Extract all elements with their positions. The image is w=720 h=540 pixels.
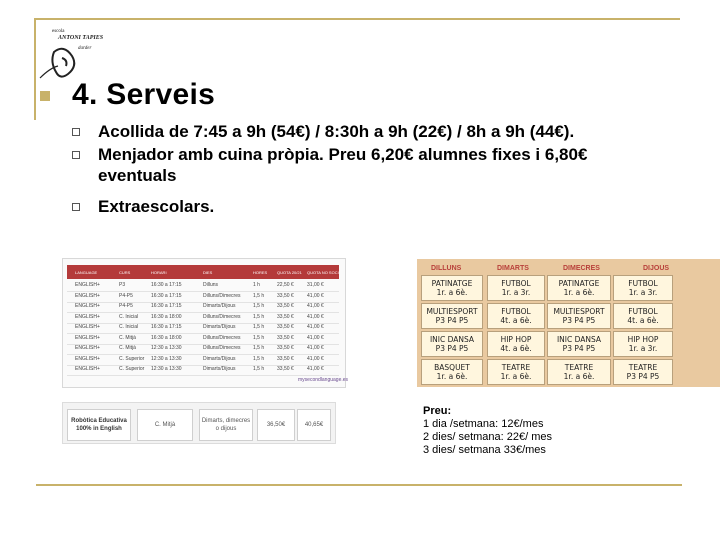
table-cell: C. Mitjà (119, 334, 136, 341)
robotics-price-table (62, 402, 336, 444)
bullet-text-continuation: eventuals (98, 166, 177, 185)
schedule-cell (487, 275, 545, 301)
price-box (423, 405, 552, 457)
bullet-item (72, 196, 672, 217)
bullet-item (72, 144, 672, 186)
table-cell: 31,00 € (307, 282, 324, 288)
activity-name: FUTBOL (628, 279, 658, 288)
header-cell: CURS (119, 270, 131, 275)
bullet-item (72, 121, 672, 142)
schedule-cell (547, 303, 611, 329)
bullet-text: Extraescolars. (98, 197, 215, 216)
table-cell: 41,00 € (307, 292, 324, 299)
table-row (67, 334, 339, 345)
schedule-cell (613, 275, 673, 301)
bullet-square-icon (72, 203, 80, 211)
activity-grades: P3 P4 P5 (562, 316, 596, 325)
bullet-text: Acollida de 7:45 a 9h (54€) / 8:30h a 9h (22€) / 8h a 9h (44€). (98, 122, 575, 141)
table-cell: Dilluns/Dimecres (203, 313, 241, 320)
activity-grades: 1r. a 6è. (563, 372, 595, 381)
table-cell: C. Inicial (119, 313, 139, 320)
table-cell: Dimarts/Dijous (203, 324, 236, 330)
table-cell: 41,00 € (307, 313, 324, 320)
activity-name: BASQUET (434, 363, 470, 372)
activity-grades: P3 P4 P5 (435, 344, 469, 353)
table-cell: 41,00 € (307, 366, 324, 372)
table-cell: 41,00 € (307, 345, 324, 351)
activity-name: PATINATGE (431, 279, 473, 288)
school-logo (38, 22, 118, 84)
table-cell: P3 (119, 282, 126, 288)
table-cell: 33,50 € (277, 355, 294, 362)
table-cell: 1,5 h (253, 303, 265, 309)
frame-top-line (34, 18, 680, 20)
robotics-price1: 36,50€ (257, 409, 295, 441)
activity-grades: 4t. a 6è. (627, 316, 659, 325)
schedule-cell (547, 331, 611, 357)
bullet-text: Menjador amb cuina pròpia. Preu 6,20€ alumnes fixes i 6,80€ (98, 145, 588, 164)
table-cell: 33,50 € (277, 324, 294, 330)
activity-name: MULTIESPORT (426, 307, 478, 316)
table-cell: 16:30 a 17:15 (151, 303, 182, 309)
table-row (67, 313, 339, 324)
activity-grades: P3 P4 P5 (562, 344, 596, 353)
table-cell: Dilluns (203, 282, 219, 288)
activity-grades: 1r. a 6è. (563, 288, 595, 297)
table-cell: P4-P5 (119, 292, 133, 299)
activity-grades: 1r. a 6è. (436, 288, 468, 297)
schedule-cell (421, 359, 483, 385)
activity-grades: 1r. a 3r. (628, 344, 658, 353)
robotics-days: Dimarts, dimecres o dijous (199, 409, 253, 441)
table-cell: 12:30 a 13:30 (151, 366, 182, 372)
activity-name: TEATRE (501, 363, 531, 372)
logo-text-1: escola (52, 29, 65, 34)
table-cell: P4-P5 (119, 303, 133, 309)
table-cell: C. Inicial (119, 324, 139, 330)
activity-name: TEATRE (628, 363, 658, 372)
table-cell: C. Mitjà (119, 345, 136, 351)
title-bullet-icon (40, 91, 50, 101)
schedule-cell (487, 303, 545, 329)
activity-name: PATINATGE (558, 279, 600, 288)
header-cell: DIES (203, 270, 213, 275)
table-cell: 41,00 € (307, 355, 324, 362)
table-cell: ENGLISH+ (75, 366, 100, 372)
table-cell: C. Superior (119, 366, 145, 372)
table-cell: 33,50 € (277, 292, 294, 299)
english-extracurricular-table (62, 258, 349, 388)
schedule-day: DIJOUS (643, 265, 670, 272)
robotics-course: C. Mitjà (137, 409, 193, 441)
table-cell: 1,5 h (253, 324, 265, 330)
logo-text-2: ANTONI TAPIES (58, 35, 104, 41)
table-cell: Dimarts/Dijous (203, 366, 236, 372)
schedule-cell (613, 331, 673, 357)
table-row (67, 344, 339, 355)
table-cell: 16:30 a 17:15 (151, 292, 182, 299)
frame-vertical-line (34, 18, 36, 120)
activity-grades: 1r. a 6è. (500, 372, 532, 381)
activity-grades: P3 P4 P5 (626, 372, 660, 381)
activity-grades: 1r. a 3r. (628, 288, 658, 297)
schedule-day: DIMARTS (497, 265, 529, 272)
table-cell: 12:30 a 13:30 (151, 345, 182, 351)
header-cell: QUOTA NO SOCI (307, 270, 339, 275)
table-cell: 12:30 a 13:30 (151, 355, 182, 362)
activity-name: HIP HOP (500, 335, 532, 344)
table-cell: 33,50 € (277, 303, 294, 309)
activity-name: HIP HOP (627, 335, 659, 344)
table-cell: ENGLISH+ (75, 313, 100, 320)
schedule-cell (421, 303, 483, 329)
activity-name: FUTBOL (628, 307, 658, 316)
table-cell: 1,5 h (253, 345, 265, 351)
table-cell: ENGLISH+ (75, 334, 100, 341)
table-cell: ENGLISH+ (75, 303, 100, 309)
table-cell: 22,50 € (277, 282, 294, 288)
school-logo-graphic (38, 22, 118, 84)
activity-grades: 1r. a 6è. (436, 372, 468, 381)
activity-name: FUTBOL (501, 307, 531, 316)
schedule-cell (487, 359, 545, 385)
schedule-cell (613, 303, 673, 329)
table-cell: ENGLISH+ (75, 292, 100, 299)
table-cell: 41,00 € (307, 303, 324, 309)
table-cell: 16:30 a 18:00 (151, 313, 182, 320)
table-cell: 41,00 € (307, 324, 324, 330)
slide-title: 4. Serveis (72, 78, 216, 111)
schedule-cell (547, 359, 611, 385)
activity-grades: 4t. a 6è. (500, 344, 532, 353)
bullet-square-icon (72, 151, 80, 159)
table-row (67, 365, 339, 376)
table-cell: 1,5 h (253, 292, 265, 299)
table-cell: 1,5 h (253, 334, 265, 341)
table-cell: 41,00 € (307, 334, 324, 341)
schedule-cell (547, 275, 611, 301)
table-cell: ENGLISH+ (75, 355, 100, 362)
table-cell: ENGLISH+ (75, 345, 100, 351)
header-cell: LANGUAGE (75, 270, 98, 275)
header-cell: QUOTA 20/21 (277, 270, 302, 275)
header-cell: HORARI (151, 270, 167, 275)
table-cell: 1,5 h (253, 366, 265, 372)
bullet-list (72, 121, 672, 217)
schedule-day: DIMECRES (563, 265, 600, 272)
price-line: 1 dia /setmana: 12€/mes (423, 418, 544, 430)
bullet-square-icon (72, 128, 80, 136)
extracurricular-schedule-photo (417, 259, 720, 387)
table-cell: Dilluns/Dimecres (203, 292, 241, 299)
price-line: 3 dies/ setmana 33€/mes (423, 444, 546, 456)
activity-name: MULTIESPORT (553, 307, 605, 316)
activity-grades: 4t. a 6è. (500, 316, 532, 325)
table-row (67, 355, 339, 366)
table-cell: Dilluns/Dimecres (203, 334, 241, 341)
schedule-day: DILLUNS (431, 265, 462, 272)
table-cell: 16:30 a 17:15 (151, 324, 182, 330)
table-header (67, 265, 339, 279)
schedule-cell (487, 331, 545, 357)
activity-name: INIC DANSA (429, 335, 475, 344)
table-row (67, 323, 339, 334)
activity-grades: P3 P4 P5 (435, 316, 469, 325)
table-cell: 33,50 € (277, 345, 294, 351)
table-row (67, 292, 339, 303)
table-cell: 1,5 h (253, 355, 265, 362)
frame-bottom-line (36, 484, 682, 486)
activity-name: FUTBOL (501, 279, 531, 288)
table-cell: 33,50 € (277, 334, 294, 341)
activity-name: INIC DANSA (556, 335, 602, 344)
table-row (67, 281, 339, 292)
table-cell: 16:30 a 18:00 (151, 334, 182, 341)
schedule-cell (421, 331, 483, 357)
table-cell: Dimarts/Dijous (203, 355, 236, 362)
table-cell: Dimarts/Dijous (203, 303, 236, 309)
table-cell: 16:30 a 17:15 (151, 282, 182, 288)
table-cell: 33,50 € (277, 366, 294, 372)
price-title: Preu: (423, 405, 452, 417)
activity-grades: 1r. a 3r. (501, 288, 531, 297)
table-footer: mysecondlanguage.es (298, 377, 349, 383)
activity-name: TEATRE (564, 363, 594, 372)
table-cell: 1 h (253, 282, 260, 288)
schedule-cell (613, 359, 673, 385)
table-row (67, 302, 339, 313)
table-cell: ENGLISH+ (75, 324, 100, 330)
table-cell: 1,5 h (253, 313, 265, 320)
table-cell: C. Superior (119, 355, 145, 362)
robotics-name: Robòtica Educativa 100% in English (67, 409, 131, 441)
table-cell: 33,50 € (277, 313, 294, 320)
price-line: 2 dies/ setmana: 22€/ mes (423, 431, 553, 443)
header-cell: HORES (253, 270, 268, 275)
schedule-cell (421, 275, 483, 301)
table-cell: ENGLISH+ (75, 282, 100, 288)
robotics-price2: 40,65€ (297, 409, 331, 441)
logo-text-3: darder (78, 46, 92, 51)
table-cell: Dilluns/Dimecres (203, 345, 241, 351)
